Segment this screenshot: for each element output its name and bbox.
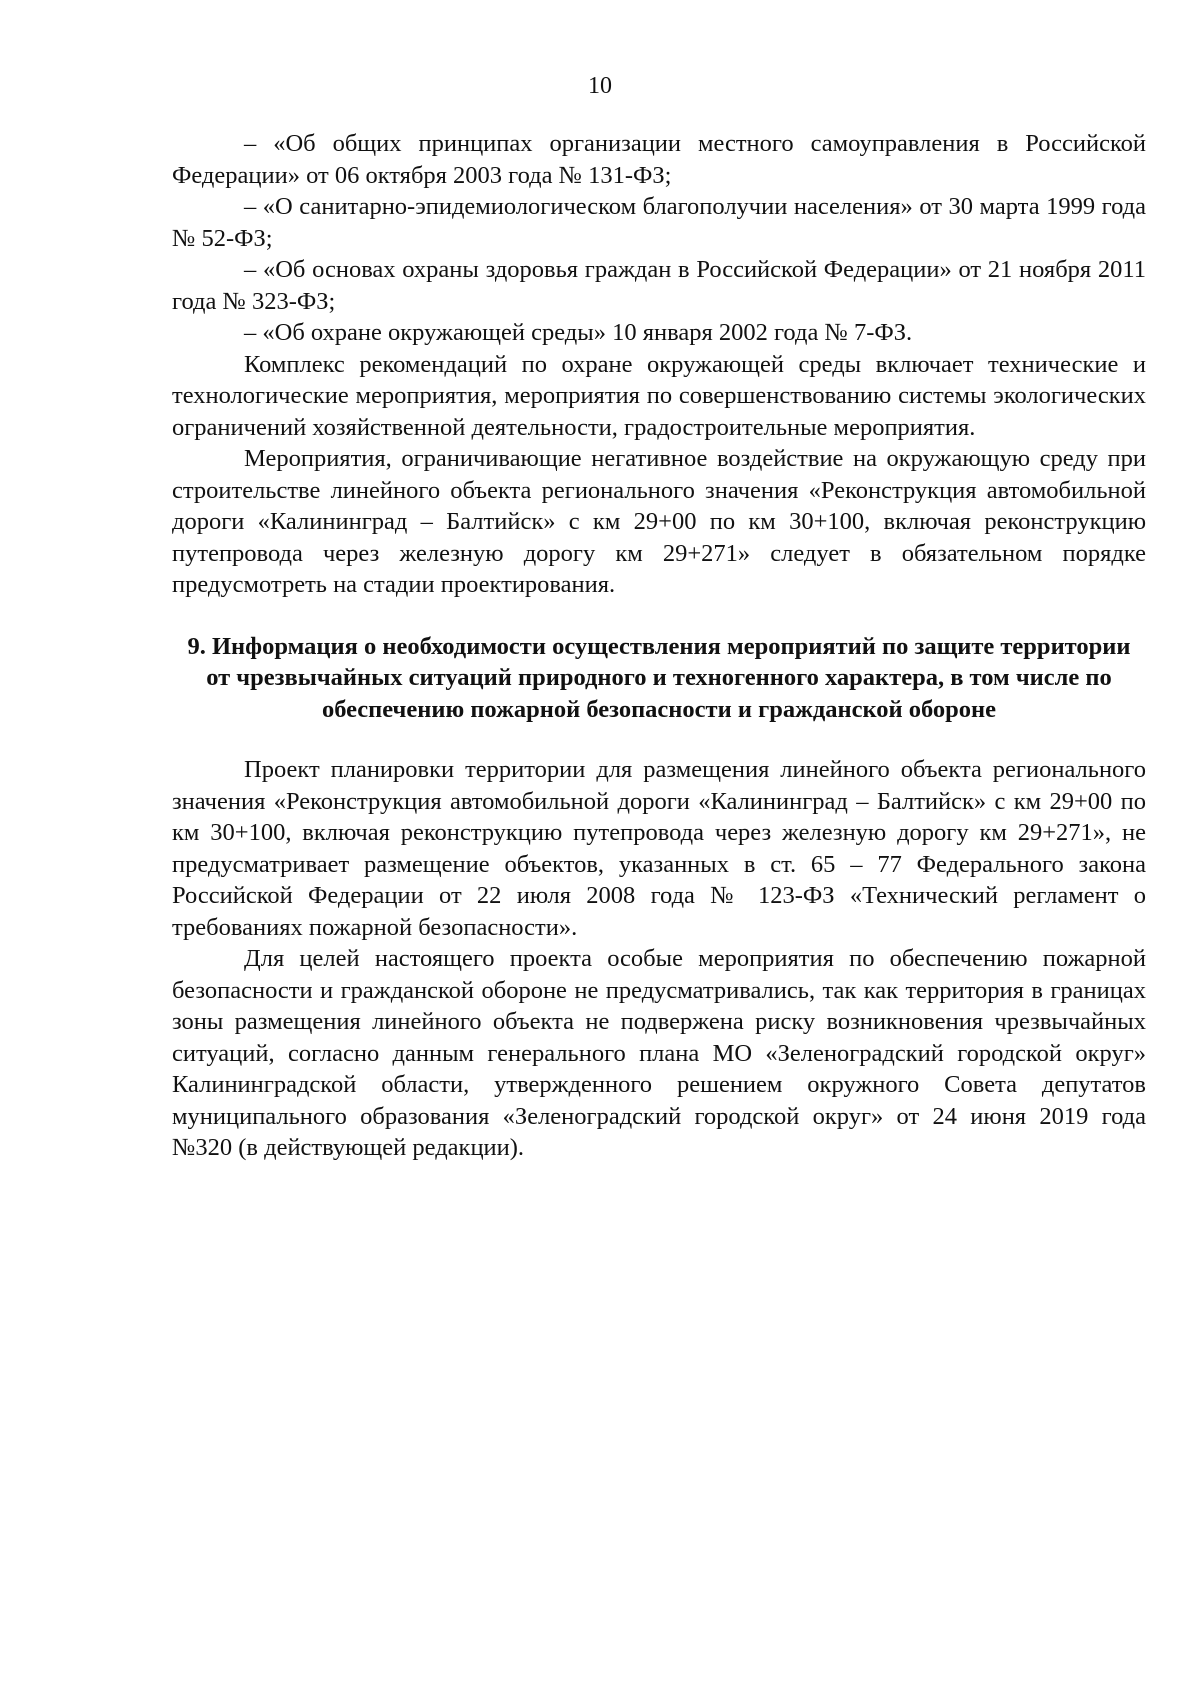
law-item-environment-protection: – «Об охране окружающей среды» 10 января 2002 года № 7-ФЗ. — [244, 319, 913, 346]
law-item-local-government: – «Об общих принципах организации местного самоуправления в Российской Федерации» от 06 октября 2003 года № 131-ФЗ; — [172, 130, 1146, 189]
paragraph-recommendations: Комплекс рекомендаций по охране окружающей среды включает технические и технологические мероприятия, мероприятия по совершенствованию системы экологических ограничений хозяйственной деятельности, градостроительные мероприятия. — [172, 350, 1146, 441]
law-item-sanitary-welfare: – «О санитарно-эпидемиологическом благополучии населения» от 30 марта 1999 года № 52-ФЗ; — [172, 193, 1146, 252]
page-number: 10 — [588, 73, 612, 99]
law-item-health-protection: – «Об основах охраны здоровья граждан в Российской Федерации» от 21 ноября 2011 года № 323-ФЗ; — [172, 256, 1146, 315]
document-body — [172, 128, 1146, 1164]
paragraph-measures: Мероприятия, ограничивающие негативное воздействие на окружающую среду при строительстве линейного объекта регионального значения «Реконструкция автомобильной дороги «Калининград – Балтийск» с км 29+00 по км 30+100, включая реконструкцию путепровода через железную дорогу км 29+271» следует в обязательном порядке предусмотреть на стадии проектирования. — [172, 445, 1146, 598]
section-heading: 9. Информация о необходимости осуществления мероприятий по защите территории от чрезвычайных ситуаций природного и техногенного характера, в том числе по обеспечению пожарной безопасности и гражданской обороне — [187, 632, 1131, 723]
paragraph-planning-project: Проект планировки территории для размещения линейного объекта регионального значения «Реконструкция автомобильной дороги «Калининград – Балтийск» с км 29+00 по км 30+100, включая реконструкцию путепровода через железную дорогу км 29+271», не предусматривает размещение объектов, указанных в ст. 65 – 77 Федерального закона Российской Федерации от 22 июля 2008 года № 123-ФЗ «Технический регламент о требованиях пожарной безопасности». — [172, 756, 1146, 941]
paragraph-fire-safety: Для целей настоящего проекта особые мероприятия по обеспечению пожарной безопасности и гражданской обороне не предусматривались, так как территория в границах зоны размещения линейного объекта не подвержена риску возникновения чрезвычайных ситуаций, согласно данным генерального плана МО «Зеленоградский городской округ» Калининградской области, утвержденного решением окружного Совета депутатов муниципального образования «Зеленоградский городской округ» от 24 июня 2019 года №320 (в действующей редакции). — [172, 945, 1146, 1161]
